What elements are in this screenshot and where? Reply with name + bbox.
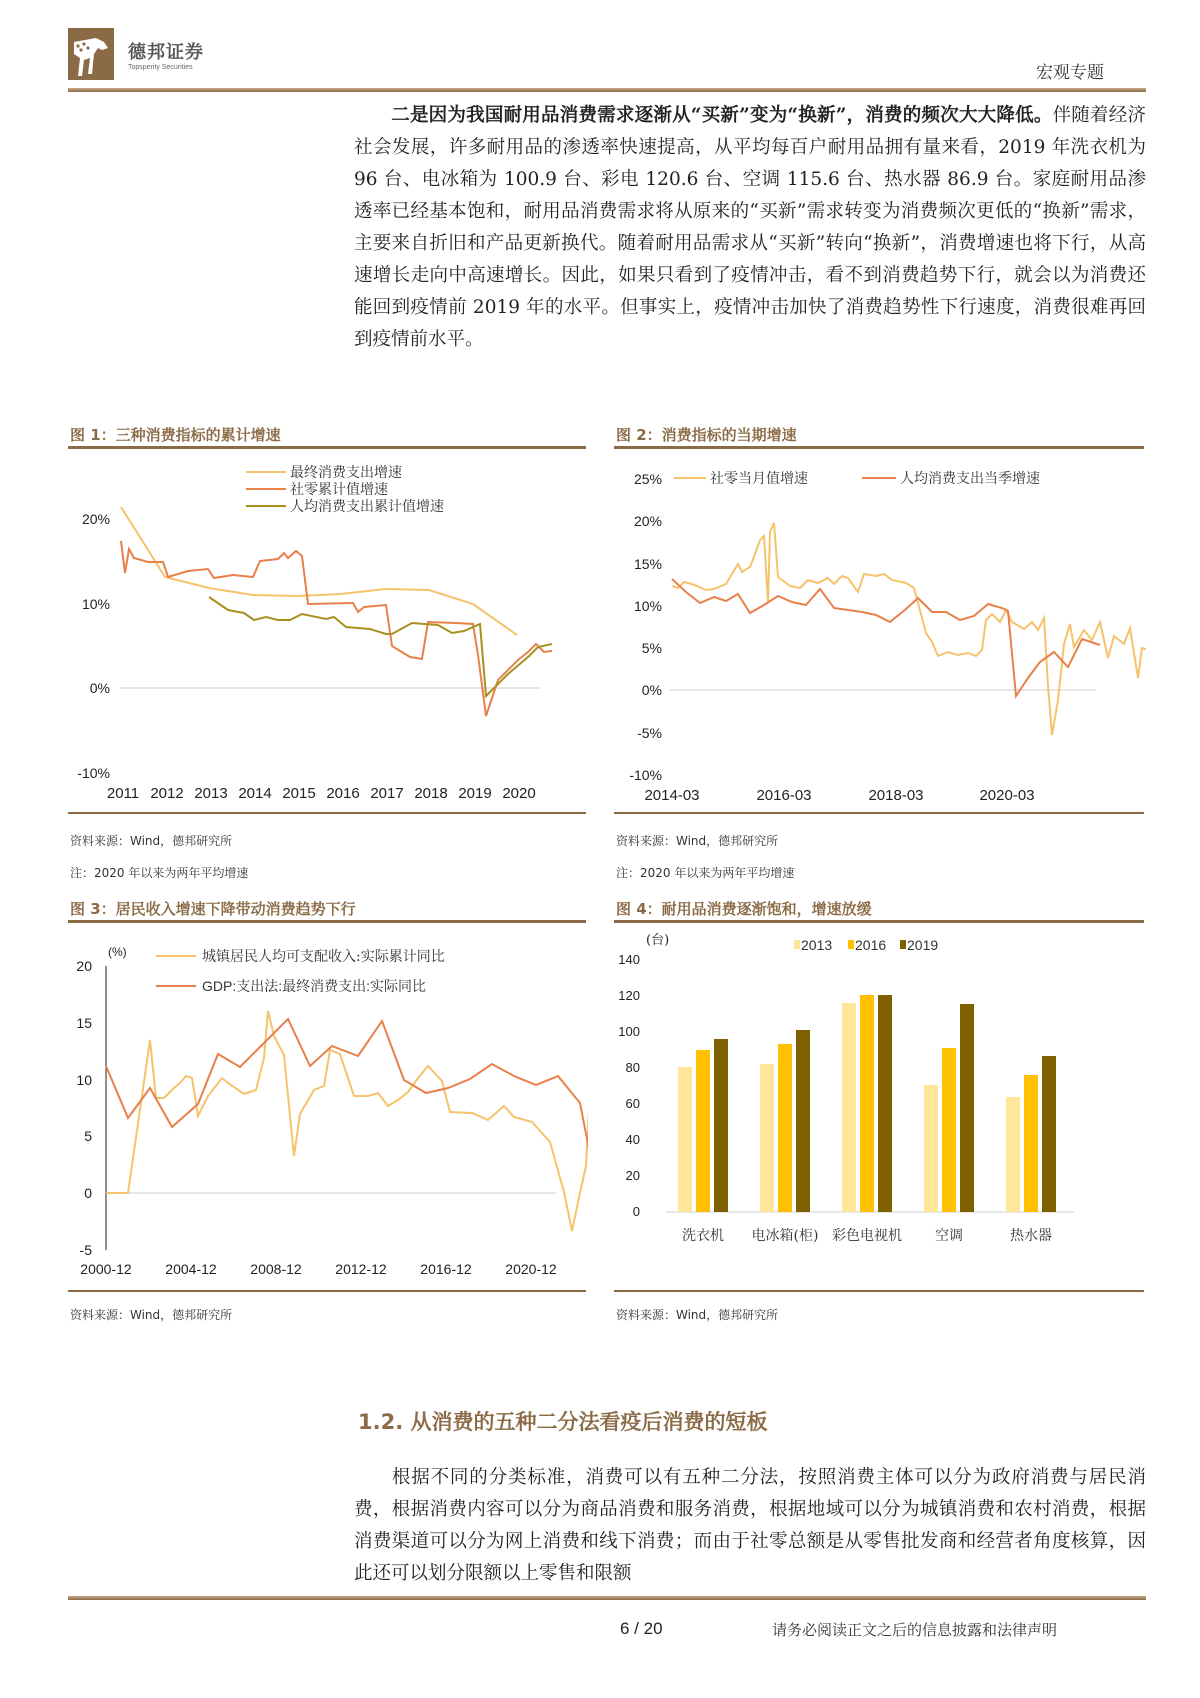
legend-gdp-consumption: GDP:支出法:最终消费支出:实际同比: [202, 978, 427, 994]
svg-text:2017: 2017: [370, 785, 404, 802]
legend-2019: 2019: [907, 937, 939, 953]
svg-text:20%: 20%: [81, 511, 110, 527]
svg-text:0: 0: [84, 1185, 92, 1201]
svg-text:空调: 空调: [935, 1228, 963, 1244]
figure-1-note: 注：2020 年以来为两年平均增速: [70, 866, 249, 880]
figure-2-title: 图 2：消费指标的当期增速: [616, 426, 797, 444]
svg-text:2020: 2020: [502, 785, 536, 802]
bar-group-water-heater: [1006, 1056, 1056, 1212]
svg-text:5: 5: [84, 1128, 92, 1144]
report-type: 宏观专题: [1036, 63, 1104, 83]
footer-rule: [68, 1596, 1146, 1600]
svg-text:-10%: -10%: [629, 767, 662, 783]
bar-group-color-tv: [842, 995, 892, 1212]
svg-text:2020-12: 2020-12: [505, 1261, 557, 1277]
svg-text:40: 40: [625, 1132, 640, 1147]
legend-retail-cumulative: 社零累计值增速: [290, 482, 388, 498]
svg-text:2011: 2011: [106, 785, 140, 802]
figure-4-bottom-rule: [614, 1290, 1144, 1292]
figure-3-source: 资料来源：Wind，德邦研究所: [70, 1308, 233, 1322]
figure-1-title: 图 1：三种消费指标的累计增速: [70, 426, 281, 444]
svg-text:2016-12: 2016-12: [420, 1261, 472, 1277]
svg-text:10%: 10%: [81, 596, 110, 612]
legend-final-consumption: 最终消费支出增速: [290, 465, 402, 481]
svg-text:0%: 0%: [89, 680, 110, 696]
figure-1-top-rule: [68, 446, 586, 449]
svg-text:15%: 15%: [633, 556, 662, 572]
footer-disclaimer: 请务必阅读正文之后的信息披露和法律声明: [772, 1621, 1058, 1639]
svg-text:-5%: -5%: [637, 725, 662, 741]
svg-text:2008-12: 2008-12: [250, 1261, 302, 1277]
company-name-cn: 德邦证券: [128, 41, 204, 63]
paragraph-lead: 二是因为我国耐用品消费需求逐渐从“买新”变为“换新”，消费的频次大大降低。: [391, 105, 1053, 126]
svg-text:0: 0: [632, 1204, 640, 1219]
svg-text:洗衣机: 洗衣机: [682, 1228, 724, 1244]
svg-text:电冰箱(柜): 电冰箱(柜): [751, 1228, 819, 1244]
svg-text:热水器: 热水器: [1010, 1228, 1052, 1244]
figure-4-chart: [614, 926, 1146, 1286]
figure-2-note: 注：2020 年以来为两年平均增速: [616, 866, 795, 880]
body-paragraph-1: [354, 100, 1146, 356]
bar-group-air-conditioner: [924, 1004, 974, 1212]
svg-text:2000-12: 2000-12: [80, 1261, 132, 1277]
svg-text:2016-03: 2016-03: [756, 787, 812, 804]
svg-text:80: 80: [625, 1060, 640, 1075]
svg-text:20: 20: [625, 1168, 640, 1183]
svg-text:-10%: -10%: [77, 765, 110, 781]
figure-3-bottom-rule: [68, 1290, 586, 1292]
company-logo: [68, 28, 248, 80]
figure-2-bottom-rule: [614, 812, 1144, 814]
svg-text:2015: 2015: [282, 785, 316, 802]
svg-text:2012-12: 2012-12: [335, 1261, 387, 1277]
company-name-en: Topsperity Securities: [128, 63, 193, 71]
figure-3-chart: [68, 926, 588, 1296]
bar-group-washing-machine: [678, 1039, 728, 1212]
svg-text:2014: 2014: [238, 785, 272, 802]
legend-2016: 2016: [855, 937, 887, 953]
figure-3-title: 图 3：居民收入增速下降带动消费趋势下行: [70, 900, 356, 918]
figure-3-top-rule: [68, 920, 586, 923]
svg-text:2018-03: 2018-03: [868, 787, 924, 804]
paragraph-text: 伴随着经济社会发展，许多耐用品的渗透率快速提高，从平均每百户耐用品拥有量来看，2019 年洗衣机为 96 台、电冰箱为 100.9 台、彩电 120.6 台、空调 115.6 台、热水器 86.9 台。家庭耐用品渗透率已经基本饱和，耐用品消费需求将从原来的“买新”需求转变为消费频次更低的“换新”需求，主要来自折旧和产品更新换代。随着耐用品需求从“买新”转向“换新”，消费增速也将下行，从高速增长走向中高速增长。因此，如果只看到了疫情冲击，看不到消费趋势下行，就会以为消费还能回到疫情前 2019 年的水平。但事实上，疫情冲击加快了消费趋势性下行速度，消费很难再回到疫情前水平。: [354, 105, 1146, 350]
legend-2013: 2013: [801, 937, 833, 953]
header-rule: [68, 88, 1146, 92]
svg-text:(台): (台): [646, 933, 670, 948]
figure-1-source: 资料来源：Wind，德邦研究所: [70, 834, 233, 848]
svg-text:20: 20: [76, 958, 92, 974]
figure-4-title: 图 4：耐用品消费逐渐饱和，增速放缓: [616, 900, 872, 918]
svg-text:(%): (%): [108, 945, 127, 959]
bar-group-refrigerator: [760, 1030, 810, 1212]
svg-text:10: 10: [76, 1072, 92, 1088]
legend-retail-monthly: 社零当月值增速: [710, 471, 808, 487]
svg-text:0%: 0%: [641, 682, 662, 698]
svg-text:100: 100: [618, 1024, 640, 1039]
body-paragraph-2: [354, 1462, 1146, 1590]
figure-2-top-rule: [614, 446, 1144, 449]
svg-text:5%: 5%: [641, 640, 662, 656]
figure-4-top-rule: [614, 920, 1144, 923]
legend-per-capita-consumption: 人均消费支出累计值增速: [290, 499, 444, 515]
figure-2-chart: [614, 452, 1146, 812]
svg-text:2018: 2018: [414, 785, 448, 802]
svg-text:2014-03: 2014-03: [644, 787, 700, 804]
svg-text:60: 60: [625, 1096, 640, 1111]
svg-text:25%: 25%: [633, 471, 662, 487]
section-heading: 1.2. 从消费的五种二分法看疫后消费的短板: [358, 1410, 768, 1434]
svg-text:2019: 2019: [458, 785, 492, 802]
figure-4-source: 资料来源：Wind，德邦研究所: [616, 1308, 779, 1322]
figure-1-bottom-rule: [68, 812, 586, 814]
svg-text:140: 140: [618, 952, 640, 967]
svg-text:120: 120: [618, 988, 640, 1003]
svg-text:-5: -5: [79, 1242, 92, 1258]
svg-text:20%: 20%: [633, 513, 662, 529]
svg-text:15: 15: [76, 1015, 92, 1031]
figure-1-chart: [68, 452, 588, 812]
svg-text:2004-12: 2004-12: [165, 1261, 217, 1277]
paragraph-text: 根据不同的分类标准，消费可以有五种二分法，按照消费主体可以分为政府消费与居民消费，根据消费内容可以分为商品消费和服务消费，根据地域可以分为城镇消费和农村消费，根据消费渠道可以分为网上消费和线下消费；而由于社零总额是从零售批发商和经营者角度核算，因此还可以划分限额以上零售和限额: [354, 1467, 1146, 1584]
svg-text:10%: 10%: [633, 598, 662, 614]
svg-text:2012: 2012: [150, 785, 184, 802]
legend-urban-income: 城镇居民人均可支配收入:实际累计同比: [202, 949, 445, 965]
page-number: 6 / 20: [620, 1619, 663, 1638]
svg-text:2016: 2016: [326, 785, 360, 802]
legend-per-capita-quarterly: 人均消费支出当季增速: [900, 471, 1040, 487]
svg-text:彩色电视机: 彩色电视机: [832, 1228, 902, 1244]
leopard-logo-icon: [68, 28, 114, 80]
svg-text:2020-03: 2020-03: [979, 787, 1035, 804]
figure-2-source: 资料来源：Wind，德邦研究所: [616, 834, 779, 848]
svg-text:2013: 2013: [194, 785, 228, 802]
